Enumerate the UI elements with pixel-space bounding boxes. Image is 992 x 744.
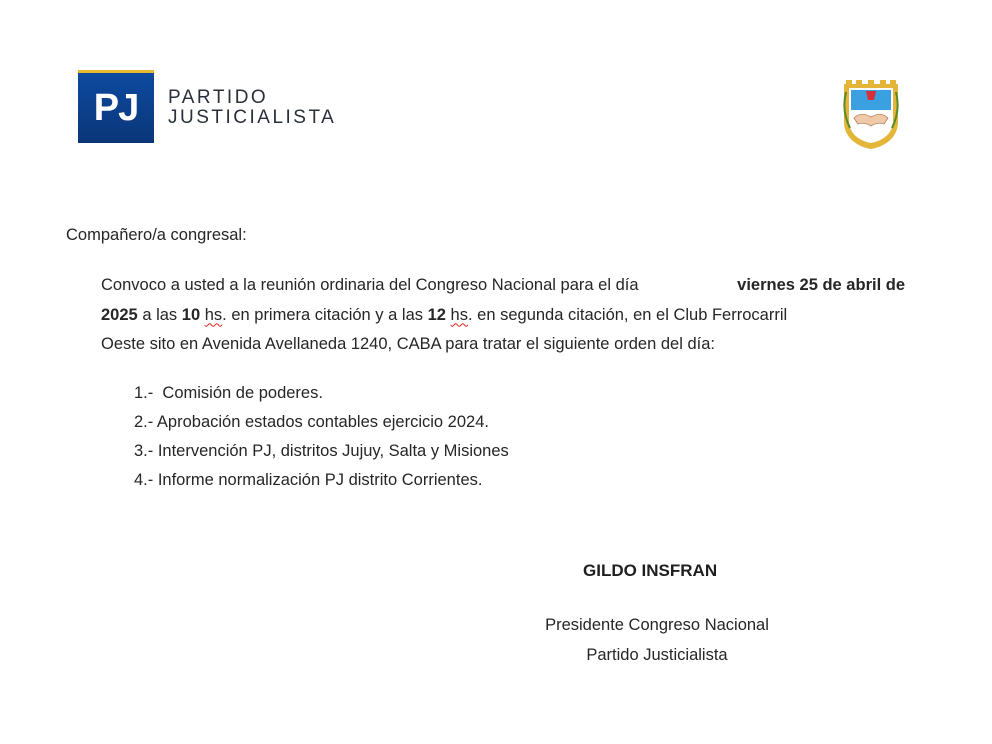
- paragraph-line-3-text: Oeste sito en Avenida Avellaneda 1240, CABA para tratar el siguiente orden del día:: [101, 335, 715, 353]
- pj-logo-mark: [78, 73, 154, 143]
- signer-title: Presidente Congreso Nacional: [545, 616, 769, 634]
- agenda-item: 4.- Informe normalización PJ distrito Corrientes.: [134, 471, 483, 489]
- signer-party: Partido Justicialista: [586, 646, 728, 664]
- paragraph-line-1-text: Convoco a usted a la reunión ordinaria del Congreso Nacional para el día: [101, 276, 639, 294]
- text-a-las: a las: [142, 305, 178, 324]
- meeting-year: 2025: [101, 305, 138, 324]
- pj-logo-letters: PJ: [93, 86, 139, 129]
- peronist-shield-icon: [840, 78, 902, 150]
- agenda-item: 3.- Intervención PJ, distritos Jujuy, Salta y Misiones: [134, 442, 509, 460]
- second-call-hour: 12: [427, 305, 446, 324]
- paragraph-line-1: [101, 271, 905, 301]
- paragraph-line-2-text: [101, 301, 787, 331]
- meeting-date: viernes 25 de abril de: [737, 276, 905, 294]
- paragraph-line-3: [101, 330, 905, 360]
- agenda-item: 1.- Comisión de poderes.: [134, 384, 323, 402]
- pj-logo-wordmark: [168, 88, 336, 128]
- pj-logo-line1: PARTIDO: [168, 87, 269, 108]
- signer-role: [530, 610, 784, 670]
- convocation-paragraph: [101, 271, 905, 360]
- first-call-hour: 10: [181, 305, 201, 324]
- text-first-call: . en primera citación y a las: [222, 305, 423, 324]
- text-second-call: . en segunda citación, en el Club Ferrocarril: [467, 305, 788, 324]
- hs-abbrev-2: hs: [450, 305, 468, 324]
- paragraph-line-2: [101, 301, 905, 331]
- agenda-list: [134, 379, 509, 495]
- agenda-item: 2.- Aprobación estados contables ejercicio 2024.: [134, 413, 489, 431]
- pj-logo: [78, 73, 336, 143]
- signer-name: GILDO INSFRAN: [583, 561, 718, 580]
- salutation: Compañero/a congresal:: [66, 226, 247, 244]
- pj-logo-line2: JUSTICIALISTA: [168, 107, 337, 128]
- hs-abbrev-1: hs: [204, 305, 223, 324]
